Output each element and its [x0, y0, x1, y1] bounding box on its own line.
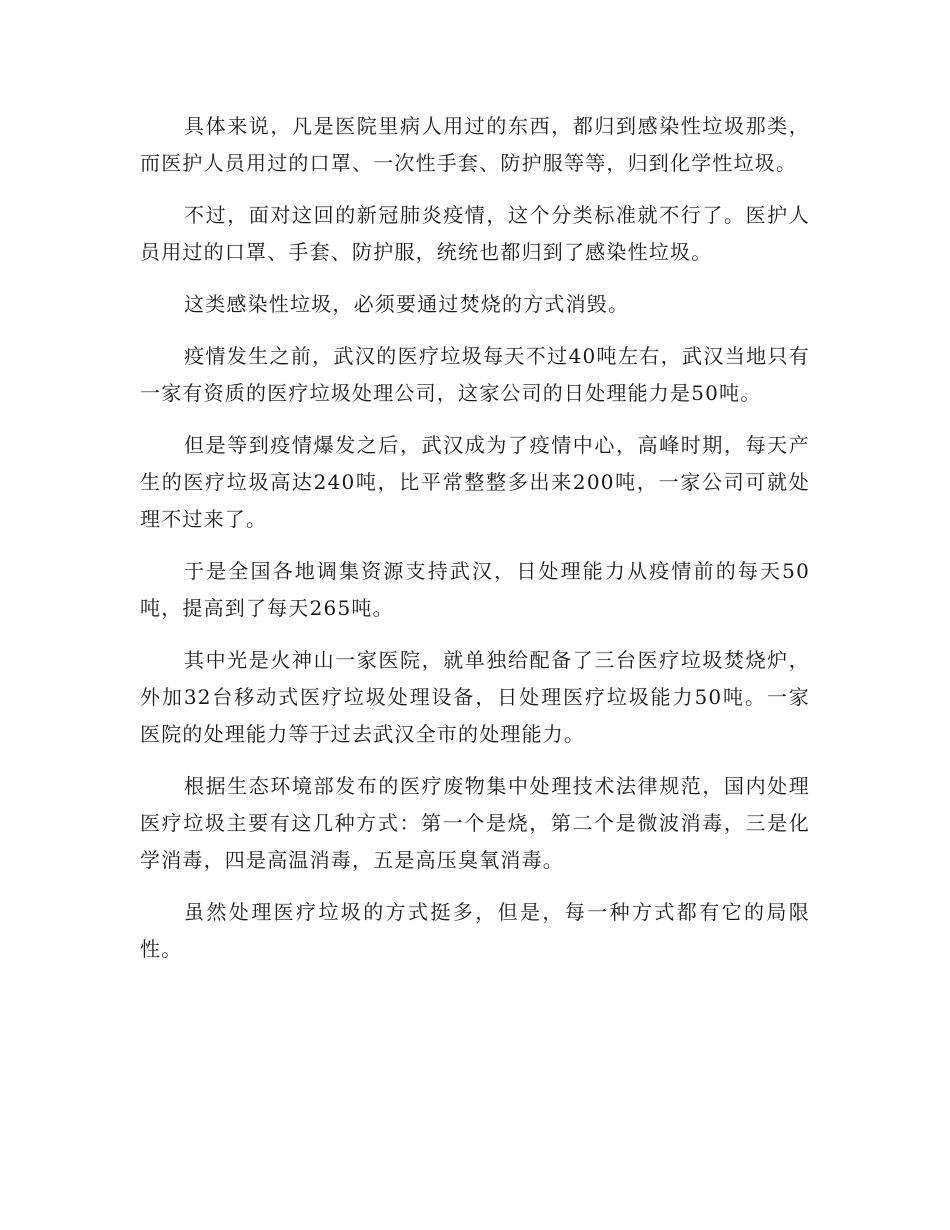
paragraph: 虽然处理医疗垃圾的方式挺多，但是，每一种方式都有它的局限性。: [140, 900, 810, 961]
paragraph: 根据生态环境部发布的医疗废物集中处理技术法律规范，国内处理医疗垃圾主要有这几种方式：第一个是烧，第二个是微波消毒，三是化学消毒，四是高温消毒，五是高压臭氧消毒。: [140, 774, 810, 872]
paragraph: 不过，面对这回的新冠肺炎疫情，这个分类标准就不行了。医护人员用过的口罩、手套、防护服，统统也都归到了感染性垃圾。: [140, 203, 810, 264]
paragraph: 但是等到疫情爆发之后，武汉成为了疫情中心，高峰时期，每天产生的医疗垃圾高达240吨，比平常整整多出来200吨，一家公司可就处理不过来了。: [140, 433, 810, 531]
document-body: [140, 108, 810, 983]
paragraph: 这类感染性垃圾，必须要通过焚烧的方式消毁。: [184, 292, 630, 316]
paragraph: 具体来说，凡是医院里病人用过的东西，都归到感染性垃圾那类，而医护人员用过的口罩、一次性手套、防护服等等，归到化学性垃圾。: [140, 114, 810, 175]
paragraph: 其中光是火神山一家医院，就单独给配备了三台医疗垃圾焚烧炉，外加32台移动式医疗垃圾处理设备，日处理医疗垃圾能力50吨。一家医院的处理能力等于过去武汉全市的处理能力。: [140, 648, 810, 746]
paragraph: 于是全国各地调集资源支持武汉，日处理能力从疫情前的每天50吨，提高到了每天265吨。: [140, 559, 810, 620]
paragraph: 疫情发生之前，武汉的医疗垃圾每天不过40吨左右，武汉当地只有一家有资质的医疗垃圾处理公司，这家公司的日处理能力是50吨。: [140, 344, 810, 405]
